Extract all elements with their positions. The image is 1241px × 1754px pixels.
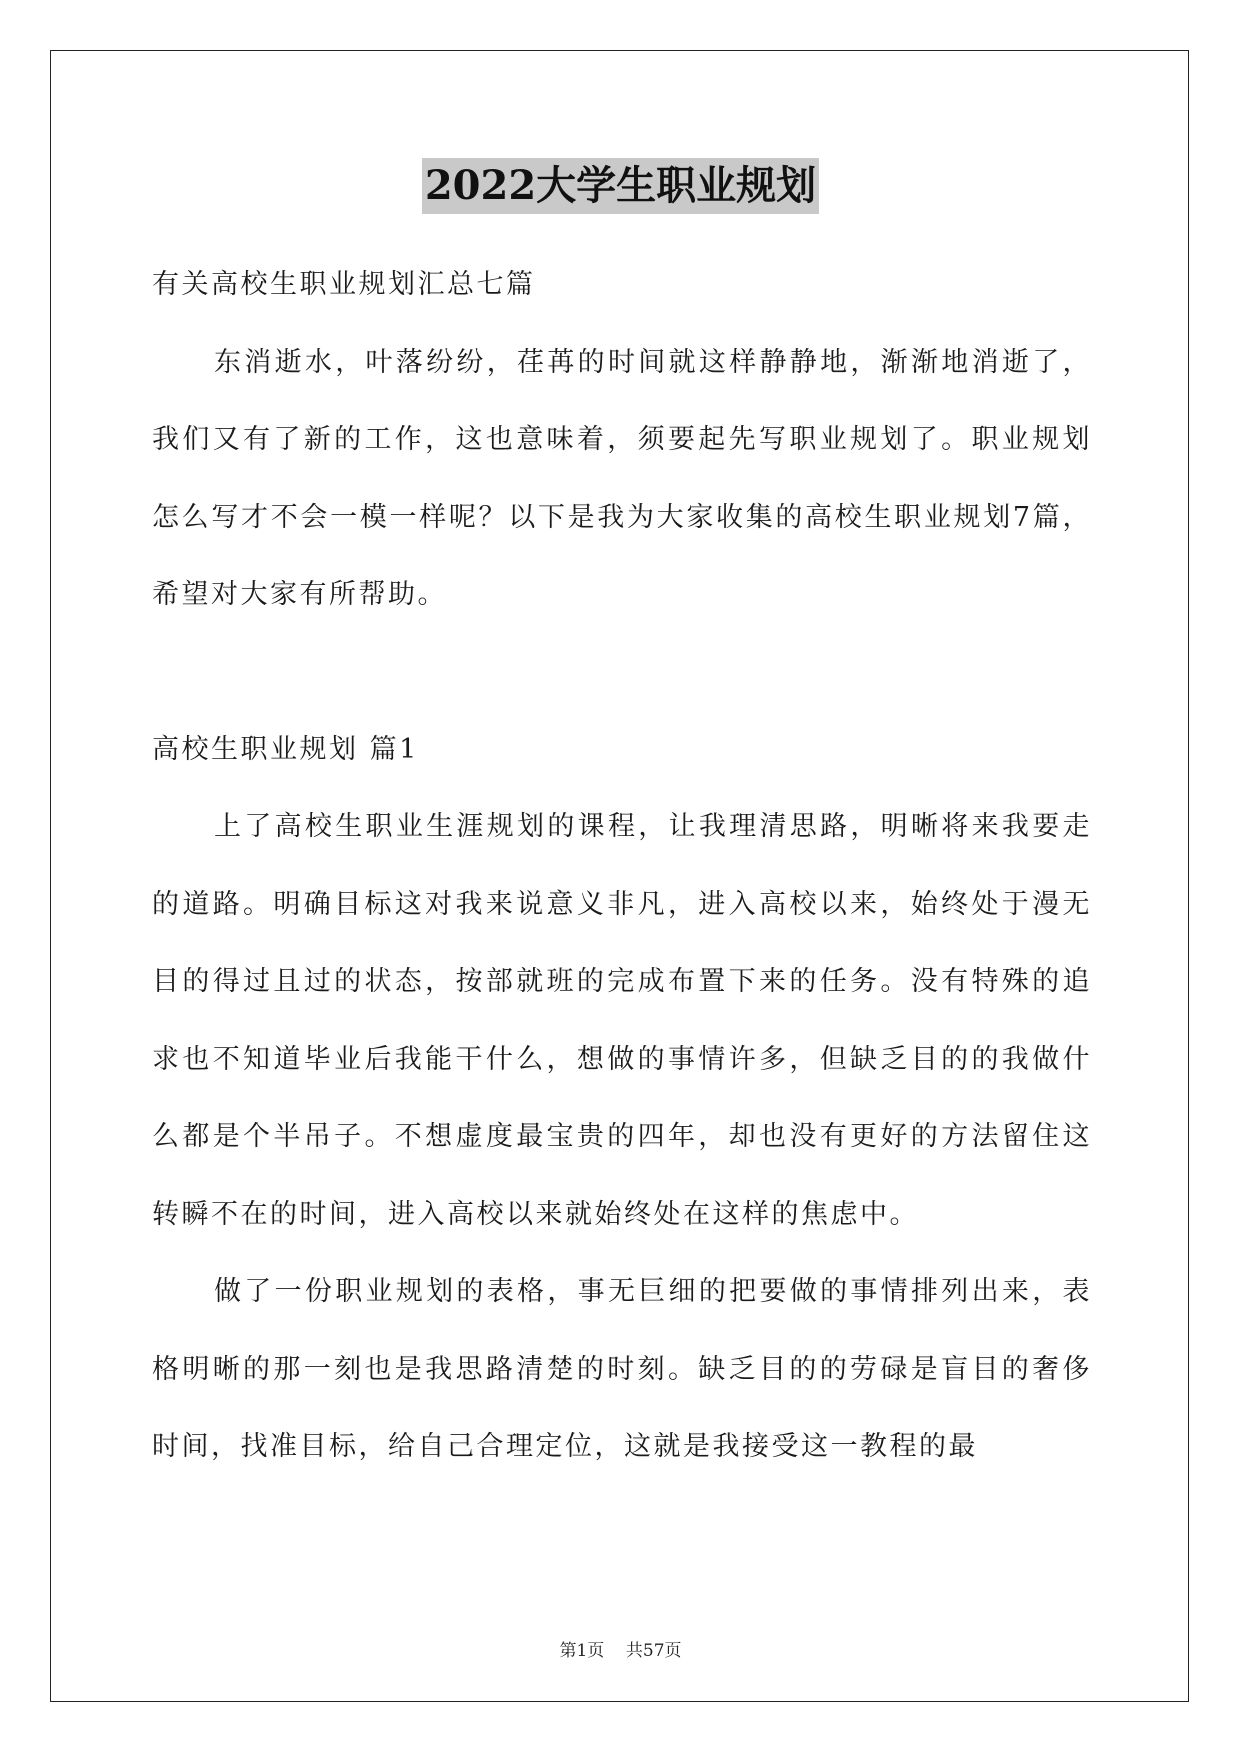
title-container — [0, 158, 1241, 214]
document-body — [152, 246, 1092, 1486]
section-heading: 高校生职业规划 篇1 — [152, 733, 419, 765]
intro-paragraph: 东消逝水，叶落纷纷，荏苒的时间就这样静静地，渐渐地消逝了，我们又有了新的工作，这也意味着，须要起先写职业规划了。职业规划怎么写才不会一模一样呢？以下是我为大家收集的高校生职业规划7篇，希望对大家有所帮助。 — [152, 346, 1092, 610]
document-title: 2022大学生职业规划 — [422, 158, 819, 214]
page-footer — [0, 1636, 1241, 1661]
body-paragraph: 上了高校生职业生涯规划的课程，让我理清思路，明晰将来我要走的道路。明确目标这对我来说意义非凡，进入高校以来，始终处于漫无目的得过且过的状态，按部就班的完成布置下来的任务。没有特殊的追求也不知道毕业后我能干什么，想做的事情许多，但缺乏目的的我做什么都是个半吊子。不想虚度最宝贵的四年，却也没有更好的方法留住这转瞬不在的时间，进入高校以来就始终处在这样的焦虑中。 — [152, 811, 1092, 1230]
document-subtitle: 有关高校生职业规划汇总七篇 — [152, 269, 536, 300]
body-paragraph: 做了一份职业规划的表格，事无巨细的把要做的事情排列出来，表格明晰的那一刻也是我思路清楚的时刻。缺乏目的的劳碌是盲目的奢侈时间，找准目标，给自己合理定位，这就是我接受这一教程的最 — [152, 1276, 1092, 1462]
page-number: 第1页 共57页 — [559, 1641, 682, 1661]
